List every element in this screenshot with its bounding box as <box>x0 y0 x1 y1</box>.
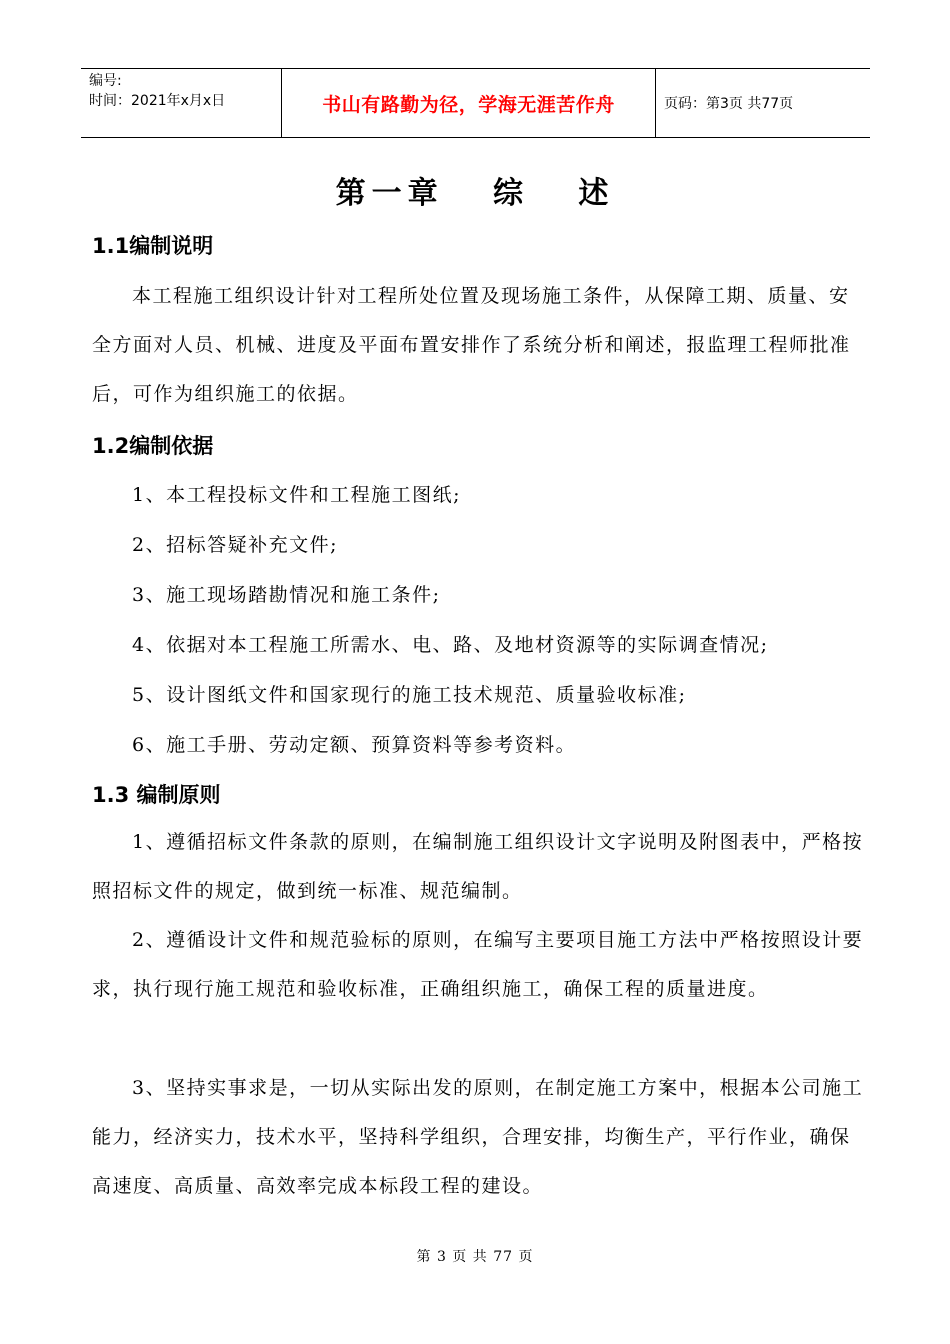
header-meta <box>81 69 281 137</box>
section-1-1-paragraph: 本工程施工组织设计针对工程所处位置及现场施工条件，从保障工期、质量、安全方面对人员、机械、进度及平面布置安排作了系统分析和阐述，报监理工程师批准后，可作为组织施工的依据。 <box>92 285 851 405</box>
section-heading-1-3: 1.3 编制原则 <box>92 783 221 807</box>
principle-paragraph-2: 2、遵循设计文件和规范验标的原则，在编写主要项目施工方法中严格按照设计要求，执行现行施工规范和验收标准，正确组织施工，确保工程的质量进度。 <box>92 929 864 1000</box>
page-header <box>81 68 870 138</box>
basis-item-4: 4、依据对本工程施工所需水、电、路、及地材资源等的实际调查情况; <box>132 634 769 656</box>
basis-item-6: 6、施工手册、劳动定额、预算资料等参考资料。 <box>132 734 577 756</box>
basis-item-3: 3、施工现场踏勘情况和施工条件; <box>132 584 441 606</box>
document-number-label: 编号: <box>89 73 122 89</box>
document-time: 时间：2021年x月x日 <box>89 93 226 109</box>
principle-paragraph-3: 3、坚持实事求是，一切从实际出发的原则，在制定施工方案中，根据本公司施工能力，经济实力，技术水平，坚持科学组织，合理安排，均衡生产，平行作业，确保高速度、高质量、高效率完成本标段工程的建设。 <box>92 1077 864 1197</box>
header-motto: 书山有路勤为径，学海无涯苦作舟 <box>281 69 656 137</box>
basis-item-2: 2、招标答疑补充文件; <box>132 534 338 556</box>
principle-paragraph-1: 1、遵循招标文件条款的原则，在编制施工组织设计文字说明及附图表中，严格按照招标文件的规定，做到统一标准、规范编制。 <box>92 831 864 902</box>
chapter-title: 第一章 综 述 <box>335 176 615 211</box>
basis-item-1: 1、本工程投标文件和工程施工图纸; <box>132 484 461 506</box>
page-footer: 第 3 页 共 77 页 <box>416 1249 534 1265</box>
basis-item-5: 5、设计图纸文件和国家现行的施工技术规范、质量验收标准; <box>132 684 687 706</box>
section-heading-1-2: 1.2编制依据 <box>92 434 214 458</box>
section-heading-1-1: 1.1编制说明 <box>92 234 214 258</box>
header-page-info: 页码：第3页 共77页 <box>664 96 794 112</box>
